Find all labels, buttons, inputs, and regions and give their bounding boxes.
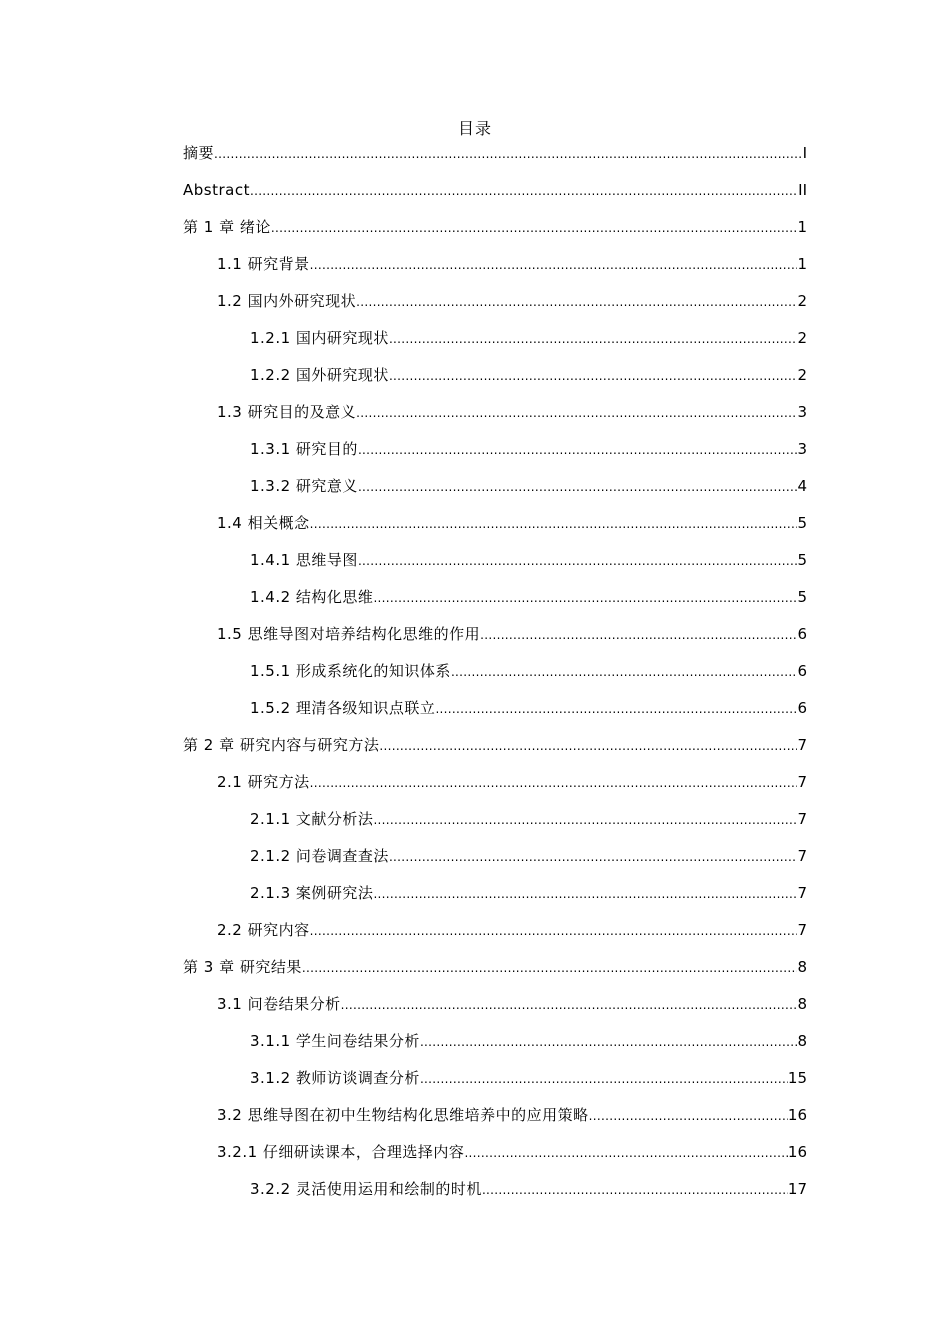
toc-dot-leader: [358, 474, 798, 500]
toc-dot-leader: [589, 1103, 788, 1129]
toc-entry-title: Abstract: [183, 181, 250, 199]
toc-entry[interactable]: [183, 436, 807, 473]
toc-entry[interactable]: [183, 658, 807, 695]
toc-dot-leader: [480, 622, 797, 648]
toc-entry-title: 3.2.1 仔细研读课本，合理选择内容: [217, 1143, 465, 1161]
toc-entry-title: 3.2 思维导图在初中生物结构化思维培养中的应用策略: [217, 1106, 589, 1124]
toc-page-number: 1: [797, 218, 807, 236]
toc-entry[interactable]: [183, 1065, 807, 1102]
toc-entry-title: 1.2.2 国外研究现状: [250, 366, 389, 384]
toc-dot-leader: [451, 659, 798, 685]
toc-entry-title: 3.1.2 教师访谈调查分析: [250, 1069, 420, 1087]
toc-entry-title: 摘要: [183, 144, 215, 162]
toc-dot-leader: [379, 733, 797, 759]
toc-dot-leader: [250, 178, 798, 204]
toc-dot-leader: [271, 215, 798, 241]
toc-entry[interactable]: [183, 1028, 807, 1065]
toc-page-number: 5: [797, 514, 807, 532]
toc-page-number: I: [802, 144, 807, 162]
toc-dot-leader: [373, 881, 797, 907]
toc-dot-leader: [373, 807, 797, 833]
toc-entry-title: 2.1.1 文献分析法: [250, 810, 374, 828]
toc-entry[interactable]: [183, 547, 807, 584]
toc-dot-leader: [420, 1066, 788, 1092]
toc-page-number: 7: [797, 847, 807, 865]
toc-dot-leader: [302, 955, 798, 981]
toc-entry[interactable]: [183, 1102, 807, 1139]
toc-entry-title: 3.1 问卷结果分析: [217, 995, 341, 1013]
toc-dot-leader: [310, 252, 798, 278]
toc-entry-title: 2.1 研究方法: [217, 773, 310, 791]
toc-entry-title: 1.3 研究目的及意义: [217, 403, 357, 421]
toc-page-number: 2: [797, 366, 807, 384]
toc-entry[interactable]: [183, 880, 807, 917]
toc-entry[interactable]: [183, 214, 807, 251]
toc-page-number: 3: [797, 440, 807, 458]
toc-dot-leader: [310, 770, 798, 796]
toc-entry-title: 2.1.3 案例研究法: [250, 884, 374, 902]
toc-page-number: 5: [797, 588, 807, 606]
toc-dot-leader: [435, 696, 797, 722]
toc-page-number: 16: [787, 1106, 807, 1124]
toc-page-number: 7: [797, 884, 807, 902]
toc-list: [183, 140, 807, 1213]
toc-entry-title: 第 2 章 研究内容与研究方法: [183, 736, 380, 754]
toc-page-number: 4: [797, 477, 807, 495]
toc-dot-leader: [464, 1140, 787, 1166]
toc-entry-title: 第 1 章 绪论: [183, 218, 271, 236]
toc-entry-title: 1.1 研究背景: [217, 255, 310, 273]
toc-entry[interactable]: [183, 177, 807, 214]
toc-title: 目录: [457, 119, 492, 138]
toc-dot-leader: [214, 141, 803, 167]
toc-entry[interactable]: [183, 1139, 807, 1176]
toc-entry-title: 1.4.2 结构化思维: [250, 588, 374, 606]
toc-entry-title: 1.3.1 研究目的: [250, 440, 358, 458]
toc-entry[interactable]: [183, 1176, 807, 1213]
toc-entry[interactable]: [183, 288, 807, 325]
toc-entry[interactable]: [183, 991, 807, 1028]
toc-entry-title: 2.2 研究内容: [217, 921, 310, 939]
toc-page-number: 7: [797, 810, 807, 828]
toc-page-number: 6: [797, 662, 807, 680]
toc-dot-leader: [358, 548, 798, 574]
toc-dot-leader: [482, 1177, 788, 1203]
toc-entry-title: 1.5.2 理清各级知识点联立: [250, 699, 436, 717]
toc-page-number: 8: [797, 1032, 807, 1050]
toc-entry[interactable]: [183, 806, 807, 843]
toc-page-number: 8: [797, 958, 807, 976]
toc-page-number: 1: [797, 255, 807, 273]
toc-page-number: 7: [797, 736, 807, 754]
toc-page-number: 6: [797, 625, 807, 643]
toc-dot-leader: [373, 585, 797, 611]
toc-entry[interactable]: [183, 843, 807, 880]
toc-page-number: 5: [797, 551, 807, 569]
toc-page-number: 7: [797, 921, 807, 939]
toc-entry[interactable]: [183, 325, 807, 362]
toc-dot-leader: [389, 326, 798, 352]
toc-entry-title: 1.3.2 研究意义: [250, 477, 358, 495]
toc-dot-leader: [389, 844, 798, 870]
toc-dot-leader: [310, 918, 798, 944]
toc-entry[interactable]: [183, 695, 807, 732]
toc-entry[interactable]: [183, 917, 807, 954]
toc-entry-title: 2.1.2 问卷调查查法: [250, 847, 389, 865]
toc-page-number: II: [798, 181, 807, 199]
toc-page-number: 8: [797, 995, 807, 1013]
toc-dot-leader: [310, 511, 798, 537]
toc-entry-title: 3.2.2 灵活使用运用和绘制的时机: [250, 1180, 482, 1198]
toc-page-number: 7: [797, 773, 807, 791]
toc-entry[interactable]: [183, 473, 807, 510]
toc-dot-leader: [356, 400, 797, 426]
toc-entry[interactable]: [183, 399, 807, 436]
toc-page-number: 17: [787, 1180, 807, 1198]
toc-page-number: 2: [797, 329, 807, 347]
toc-dot-leader: [420, 1029, 798, 1055]
toc-entry[interactable]: [183, 584, 807, 621]
toc-page-number: 2: [797, 292, 807, 310]
toc-dot-leader: [341, 992, 798, 1018]
toc-page-number: 16: [787, 1143, 807, 1161]
toc-page-number: 6: [797, 699, 807, 717]
toc-entry-title: 1.2 国内外研究现状: [217, 292, 357, 310]
toc-dot-leader: [389, 363, 798, 389]
toc-entry-title: 1.5.1 形成系统化的知识体系: [250, 662, 451, 680]
toc-entry-title: 1.5 思维导图对培养结构化思维的作用: [217, 625, 481, 643]
toc-entry[interactable]: [183, 769, 807, 806]
toc-entry-title: 1.2.1 国内研究现状: [250, 329, 389, 347]
toc-page-number: 15: [787, 1069, 807, 1087]
toc-entry-title: 1.4.1 思维导图: [250, 551, 358, 569]
toc-entry[interactable]: [183, 362, 807, 399]
toc-dot-leader: [356, 289, 797, 315]
toc-entry-title: 1.4 相关概念: [217, 514, 310, 532]
toc-entry-title: 3.1.1 学生问卷结果分析: [250, 1032, 420, 1050]
toc-entry[interactable]: [183, 621, 807, 658]
toc-dot-leader: [358, 437, 798, 463]
toc-entry[interactable]: [183, 140, 807, 177]
toc-page-number: 3: [797, 403, 807, 421]
toc-entry[interactable]: [183, 251, 807, 288]
toc-entry[interactable]: [183, 732, 807, 769]
toc-entry[interactable]: [183, 510, 807, 547]
toc-entry-title: 第 3 章 研究结果: [183, 958, 302, 976]
toc-entry[interactable]: [183, 954, 807, 991]
